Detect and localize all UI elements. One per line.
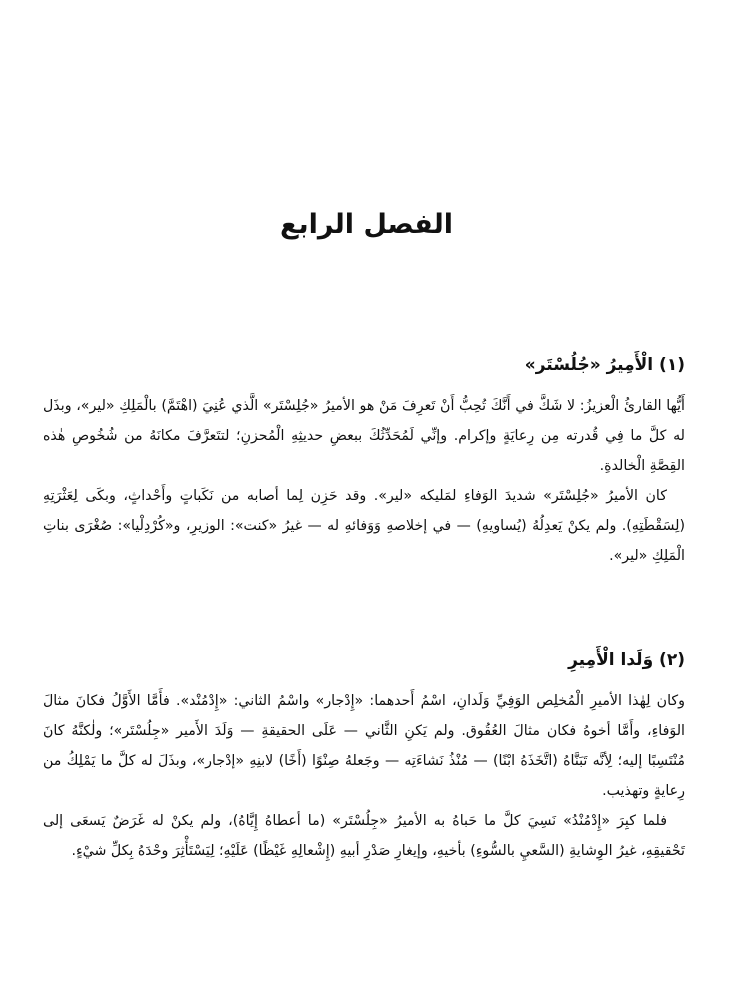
- section-prince-gloucester: [43, 350, 685, 571]
- section-prince-sons: [43, 645, 685, 866]
- paragraph: أَيُّها القارئُ الْعزيزُ: لا شَكَّ في أَنَّكَ تُحِبُّ أَنْ تَعرِفَ مَنْ هو الأميرُ «جُلِسْتَر» الَّذي عُنِيَ (اهْتَمَّ) بالْمَلِكِ «لير»، وبذَل له كلَّ ما فِي قُدرته مِن رِعايَةٍ وإكرام. وإنِّي لَمُحَدِّثُكَ ببعضِ حديثِهِ الْمُحزنِ؛ لتتَعرَّفَ مكانَهُ من شُخُوصِ هٰذه القِصَّةِ الْخالدةِ.: [43, 398, 685, 474]
- paragraph: وكان لِهٰذا الأميرِ الْمُخلِص الوَفِيِّ وَلَدانِ، اسْمُ أَحدهما: «إِدْجار» واسْمُ الثاني: «إِدْمُنْد». فأَمَّا الأَوَّلُ فكانَ مثالَ الوَفاءِ، وأَمَّا أخوهُ فكان مثالَ العُقُوق. ولم يَكنِ الثَّاني — عَلَى الحقيقةِ — وَلَدَ الأَمير «جِلُسْتَر»؛ ولٰكنَّهُ كانَ مُنْتَسِبًا إليه؛ لِأنَّه تَبَنَّاهُ (اتَّخَذَهُ ابْنًا) — مُنْذُ نَشاءَتِه — وجَعلهُ صِنْوًا (أَخًا) لابنِهِ «إدْجار»، وبذَلَ له كلَّ ما يَمْلِكُ من رِعايةٍ وتهذيب.: [43, 693, 685, 799]
- section-heading: (٢) وَلَدا الْأَمِيرِ: [568, 650, 685, 670]
- paragraph: فلما كبِرَ «إِدْمُنْدُ» نَسِيَ كلَّ ما حَباهُ به الأميرُ «جِلُسْتَر» (ما أعطاهُ إِيَّاهُ)، ولم يكنْ له غَرَضٌ يَسعَى إلى تَحْقيقِهِ، غيرُ الوِشايةِ (السَّعيِ بالسُّوءِ) بأخيهِ، وإيغارِ صَدْرِ أبيهِ (إِشْعالِهِ غَيْظًا) عَلَيْهِ؛ لِيَسْتَأْثِرَ وحْدَهُ بِكلِّ شيْءٍ.: [43, 813, 685, 859]
- paragraph: كان الأميرُ «جُلِسْتَر» شديدَ الوَفاءِ لمَليكه «لير». وقد حَزِن لِما أصابه من نَكَباتٍ وأَحْداثٍ، وبكَى لِعَثْرَتِهِ (لِسَقْطَتِهِ). ولم يكنْ يَعدِلُهُ (يُساويهِ) — في إخلاصهِ وَوَفائهِ له — غيرُ «كنت»: الوزيرِ، و«كُرْدِلْيا»: صُغْرَى بناتِ الْمَلِكِ «لير».: [43, 488, 685, 564]
- chapter-title: الفصل الرابع: [280, 209, 453, 240]
- section-heading: (١) الْأَمِيرُ «جُلُسْتَر»: [524, 355, 685, 375]
